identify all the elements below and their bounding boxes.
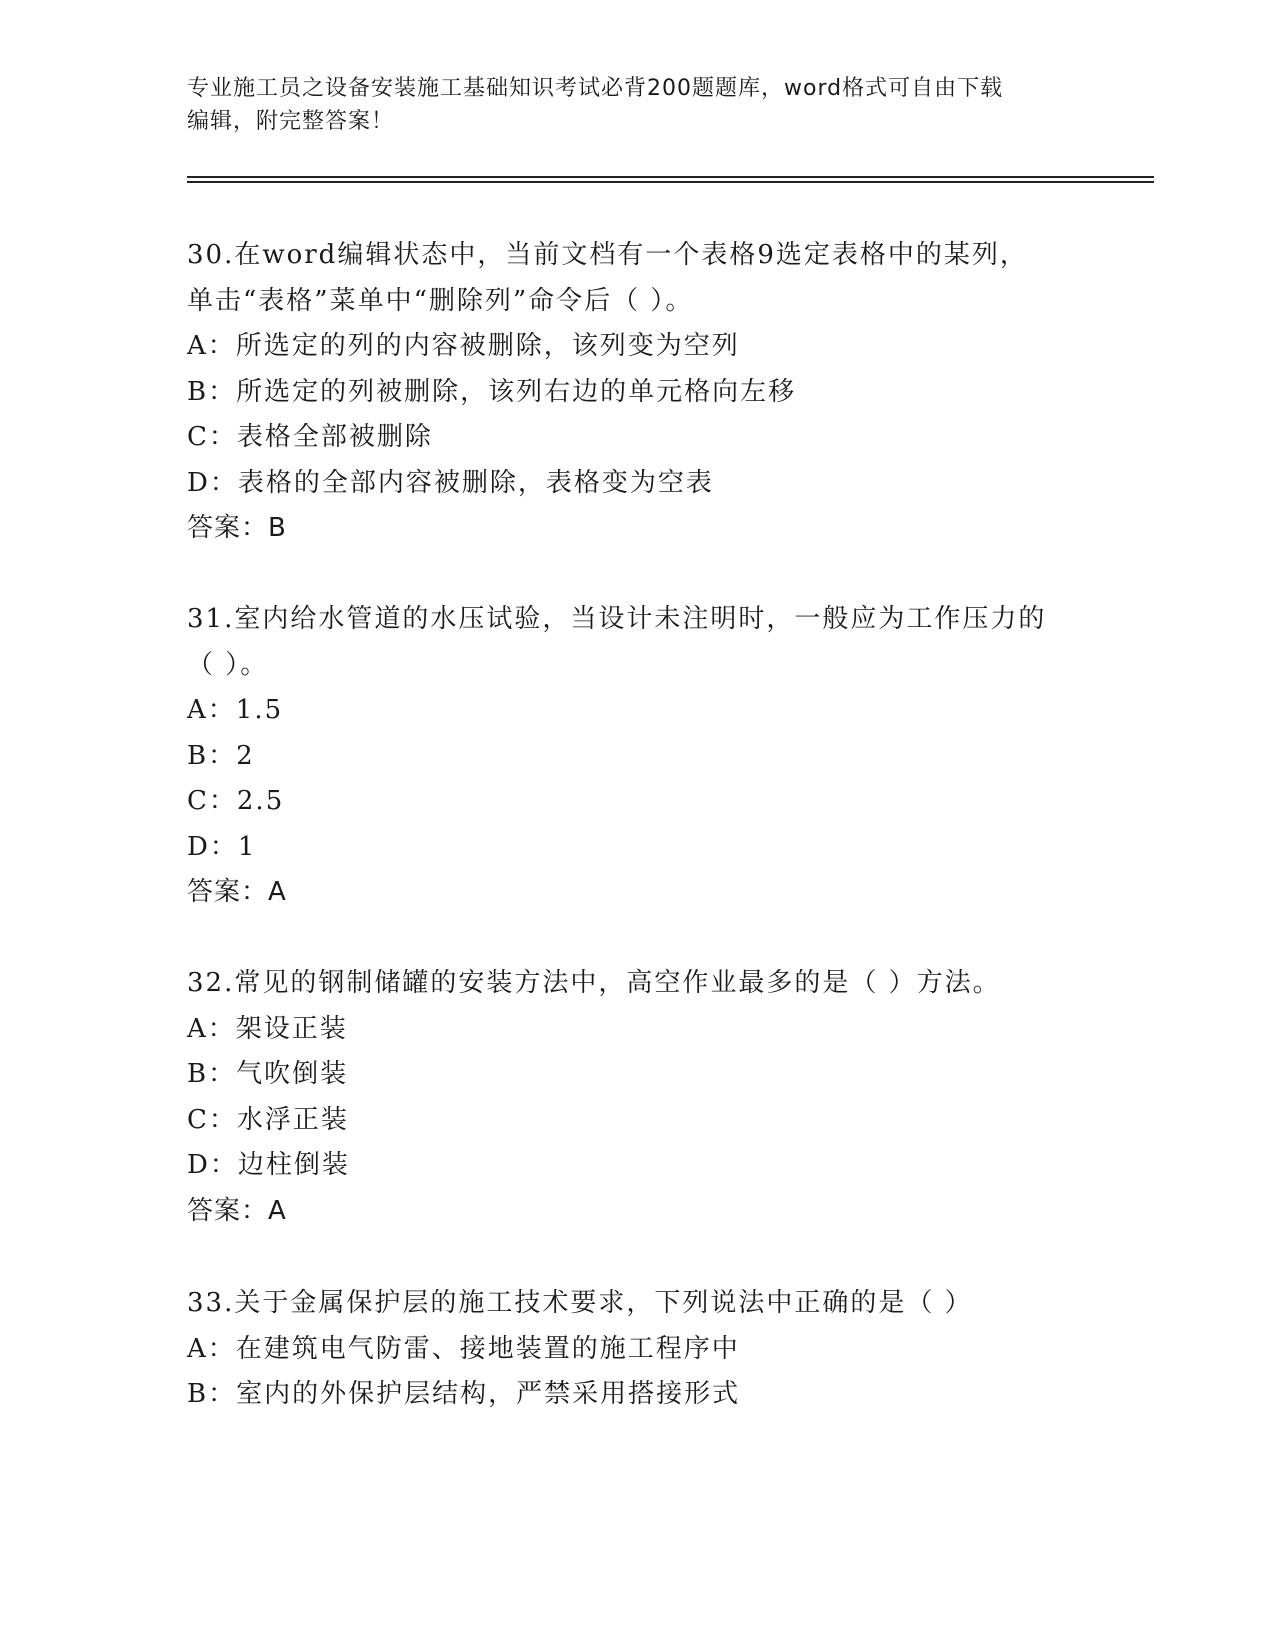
option-a: A：所选定的列的内容被删除，该列变为空列	[187, 331, 740, 361]
option-b: B：2	[187, 740, 255, 771]
option-b: B：气吹倒装	[187, 1059, 349, 1089]
question-stem-line: 33.关于金属保护层的施工技术要求，下列说法中正确的是（ ）	[187, 1288, 973, 1318]
document-header	[187, 72, 1067, 138]
question-32	[187, 961, 1087, 1234]
option-c: C：表格全部被删除	[187, 422, 433, 452]
header-divider-bottom	[187, 181, 1154, 183]
answer-line: 答案：A	[187, 877, 287, 907]
option-d: D：1	[187, 831, 257, 862]
option-d: D：边柱倒装	[187, 1150, 350, 1180]
answer-line: 答案：A	[187, 1195, 287, 1226]
header-line-2: 编辑，附完整答案！	[187, 109, 395, 134]
option-c: C：水浮正装	[187, 1104, 349, 1135]
question-stem-line: 32.常见的钢制储罐的安装方法中，高空作业最多的是（ ）方法。	[187, 968, 1001, 998]
option-c: C：2.5	[187, 786, 285, 816]
option-a: A：架设正装	[187, 1013, 348, 1044]
header-divider-top	[187, 176, 1154, 178]
question-33	[187, 1281, 1087, 1418]
option-d: D：表格的全部内容被删除，表格变为空表	[187, 467, 714, 498]
question-stem-line: 30.在word编辑状态中，当前文档有一个表格9选定表格中的某列，	[187, 240, 1028, 270]
option-b: B：室内的外保护层结构，严禁采用搭接形式	[187, 1379, 741, 1409]
question-30	[187, 233, 1087, 552]
question-stem-line: 31.室内给水管道的水压试验，当设计未注明时，一般应为工作压力的	[187, 604, 1047, 634]
question-stem-line: 单击“表格”菜单中“删除列”命令后（ ）。	[187, 285, 694, 316]
option-a: A：在建筑电气防雷、接地装置的施工程序中	[187, 1333, 740, 1364]
option-a: A：1.5	[187, 695, 284, 725]
option-b: B：所选定的列被删除，该列右边的单元格向左移	[187, 376, 797, 407]
header-line-1: 专业施工员之设备安装施工基础知识考试必背200题题库，word格式可自由下载	[187, 76, 1004, 101]
answer-line: 答案：B	[187, 513, 287, 543]
question-stem-line: （ ）。	[187, 649, 269, 680]
question-31	[187, 597, 1087, 916]
